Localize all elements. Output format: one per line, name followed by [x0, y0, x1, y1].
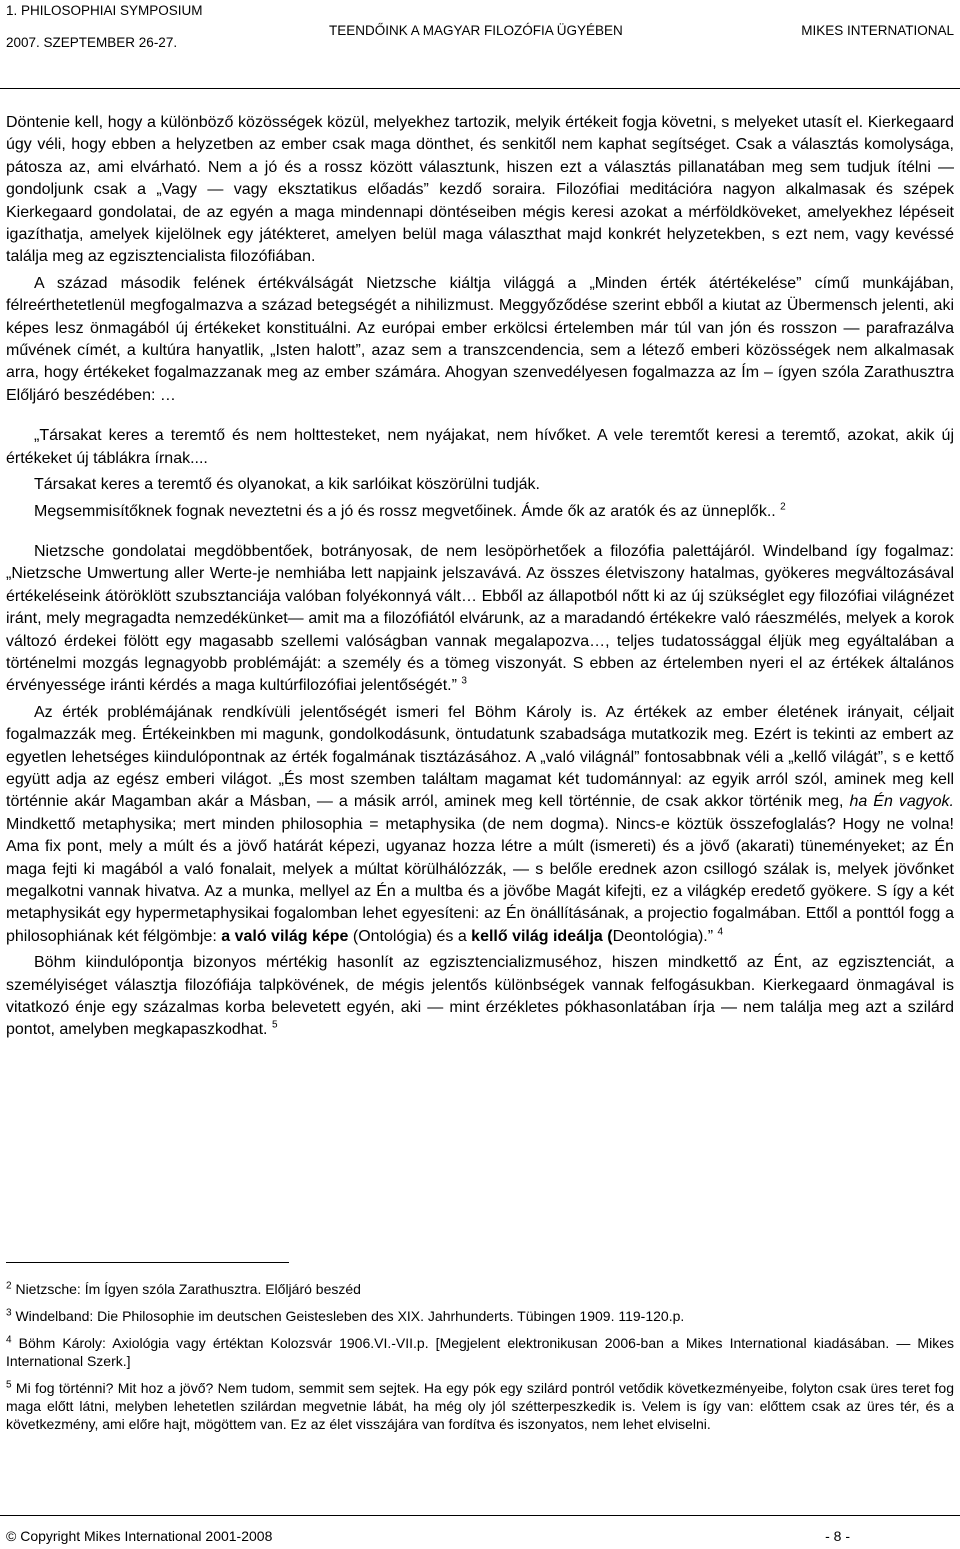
- header-section-title: TEENDŐINK A MAGYAR FILOZÓFIA ÜGYÉBEN: [329, 23, 623, 38]
- paragraph-windelband: Nietzsche gondolatai megdöbbentőek, botrányosak, de nem lesöpörhetőek a filozófia palettájáról. Windelband így fogalmaz: „Nietzsche Umwertung aller Werte-je nemhiába lett napjaink jelszavává. Az összes életviszony hatalmas, gyökeres megváltozásával értékeléseink átöröklött szubsztanciája valóban folyékonnyá vált… Ebből az állapotból nőtt ki az új szükséglet egy filozófiai világnézet iránt, mely megragadta nemzedékünket— amit ma a filozófiától elvárunk, az a maradandó értékekre való ráeszmélés, melyek a korok változó érdekei fölött egy magasabb szellemi valóságban vannak megalapozva…, teljes tudatossággal éljük meg egyáltalában a történelmi mozgás legnagyobb problémáját: a személy és a tömeg viszonyát. S ebben az értelemben nyeri el az értékek általános érvényessége iránti kérdés a maga kultúrfilozófiai jelentőségét.” $^3$: [6, 542, 954, 695]
- footnote-ref-2: 2: [780, 501, 786, 513]
- quote-line-3: Megsemmisítőknek fognak neveztetni és a jó és rossz megvetőinek. Ámde ők az aratók és az ünneplők.. $^2$: [34, 501, 786, 520]
- quote-line-1: „Társakat keres a teremtő és nem holttesteket, nem nyájakat, nem hívőket. A vele teremtőt keresi a teremtő, azokat, akik új értékeket új táblákra írnak....: [6, 427, 954, 467]
- paragraph-bohm: Az érték problémájának rendkívüli jelentőségét ismeri fel Böhm Károly is. Az értékek az ember életének irányait, céljait fogalmazzák meg. Értékeinkben mi magunk, gondolkodásunk, öntudatunk szabadsága mutatkozik meg. Ezért is tekinti az embert az egyetlen lehetséges kiindulópontnak az érték fogalmának tisztázásához. A „való világnál” fontosabbnak véli a „kellő világát”, s e kettő együtt adja az egész emberi világot. „És most szemben találtam magamat két tudománnyal: az egyik arról szól, aminek meg kell történnie akár Magamban akár a Másban, — a másik arról, aminek meg kell történnie, de csak akkor történik meg, ha Én vagyok. Mindkettő metaphysika; mert minden philosophia = metaphysika (de nem dogma). Nincs-e köztük összefoglalás? Hogy ne volna! Ama fix pont, mely a múlt és a jövő határát képezi, ugyanaz hozza létre a múlt (ismereti) és a jövő (akarati) tüneményeket; az Én maga fejti ki magából a való fonalait, melyek a múltat körülhálózzák, — s belőle erednek azon csillogó szálak is, melyek jövőnket megalkotni vannak hivatva. Az a munka, mellyel az Én a multba és a jövőbe Magát kifejti, ez a világkép eredető gyökere. S így a két metaphysikát egy hypermetaphysikai fogalomban lehet egyesíteni: az Én önállításának, a projectio fogalmában. Ettől a ponttól fogg a philosophiának két félgömbje: a való világ képe (Ontológia) és a kellő világ ideálja (Deontológia).” $^4$: [6, 703, 954, 945]
- footnote-separator: [6, 1262, 289, 1263]
- header-symposium-title: 1. PHILOSOPHIAI SYMPOSIUM: [6, 3, 203, 18]
- footnote-ref-3: 3: [461, 676, 467, 688]
- paragraph-nietzsche: A század második felének értékválságát Nietzsche kiáltja világgá a „Minden érték átértékelése” című munkájában, félreérthetetlenül megfogalmazva a század betegségét a nihilizmust. Meggyőződése szerint ebből a kiutat az Übermensch jelenti, aki képes lesz önmagából új értékeket konstituálni. Az európai ember erkölcsi értelemben már túl van jón és rosszon — parafrazálva művének címét, a kultúra hanyatlik, „Isten halott”, azaz sem a transzcendencia, sem a létező emberi közösségek nem alkalmasak arra, hogy értékeket fogalmazzanak meg az ember számára. Ahogyan szenvedélyesen fogalmazza az Ím – ígyen szóla Zarathusztra Előljáró beszédében: …: [6, 274, 954, 404]
- footnote-ref-4: 4: [717, 926, 724, 938]
- footnotes: [6, 1280, 954, 1442]
- page-number: - 8 -: [825, 1528, 850, 1544]
- paragraph-kierkegaard: Döntenie kell, hogy a különböző közösségek közül, melyekhez tartozik, melyik értékeit fogja követni, s melyeket utasít el. Kierkegaard úgy véli, hogy ebben a helyzetben az ember csak maga dönthet, és senkitől nem kaphat segítséget. Csak a választás komolysága, pátosza az, ami elvárható. Nem a jó és a rossz között választunk, hiszen ezt a választás pillanatában meg sem tudjuk ítélni — gondoljunk csak a „Vagy — vagy eksztatikus előadás” kezdő soraira. Filozófiai meditációra nagyon alkalmasak és szépek Kierkegaard gondolatai, de az egyén a maga mindennapi döntéseiben mégis keresi azokat a mérföldköveket, amelyekhez lépéseit igazíthatja, amelyek kijelölnek egy játékteret, amelyen belül maga választhat majd konkrét helyzetekben, s ezt nem, vagy kevéssé találja meg az egzisztencialista filozófiában.: [6, 114, 954, 266]
- header-date: 2007. SZEPTEMBER 26-27.: [6, 35, 178, 50]
- footnote-4: $^4$ Böhm Károly: Axiológia vagy értéktan Kolozsvár 1906.VI.-VII.p. [Megjelent elektronikusan 2006-ban a Mikes International kiadásában. — Mikes International Szerk.]: [6, 1334, 954, 1369]
- quote-line-2: Társakat keres a teremtő és olyanokat, a kik sarlóikat köszörülni tudják.: [34, 476, 540, 494]
- footnote-ref-5: 5: [271, 1020, 278, 1032]
- document-body: [6, 112, 954, 1042]
- header-publisher: MIKES INTERNATIONAL: [801, 23, 954, 38]
- footnote-5: $^5$ Mi fog történni? Mit hoz a jövő? Nem tudom, semmit sem sejtek. Ha egy pók egy szilárd pontról vetődik következményeibe, folyton csak üres teret fog maga előtt látni, melyben lehetetlen szilárdan megvetnie lábát, ha még oly jól szétterpeszkedik is. Velem is így van: előttem csak az üres tér, és a következmény, ami előre hajt, mögöttem van. Ez az élet visszájára van fordítva és iszonyatos, nem lehet elviselni.: [6, 1379, 954, 1432]
- page-header: [0, 0, 960, 89]
- copyright-notice: © Copyright Mikes International 2001-2008: [6, 1528, 273, 1544]
- paragraph-bohm-existentialism: Böhm kiindulópontja bizonyos mértékig hasonlít az egzisztencializmuséhoz, hiszen mindkettő az Ént, az egzisztenciát, a személyiséget választja filozófiája talpkövének, de mégis jelentős különbségek vannak felfogásukban. Kierkegaard önmagával is vitatkozó énje egy százalmas korba belevetett egyén, aki — mint érzékletes pókhasonlatában írja — nem találja meg azt a szilárd pontot, amelyben megkapaszkodhat. $^5$: [6, 954, 954, 1039]
- page-footer: [0, 1515, 960, 1544]
- footnote-2: $^2$ Nietzsche: Ím Ígyen szóla Zarathusztra. Előljáró beszéd: [6, 1280, 361, 1297]
- footnote-3: $^3$ Windelband: Die Philosophie im deutschen Geistesleben des XIX. Jahrhunderts. Tübingen 1909. 119-120.p.: [6, 1307, 685, 1324]
